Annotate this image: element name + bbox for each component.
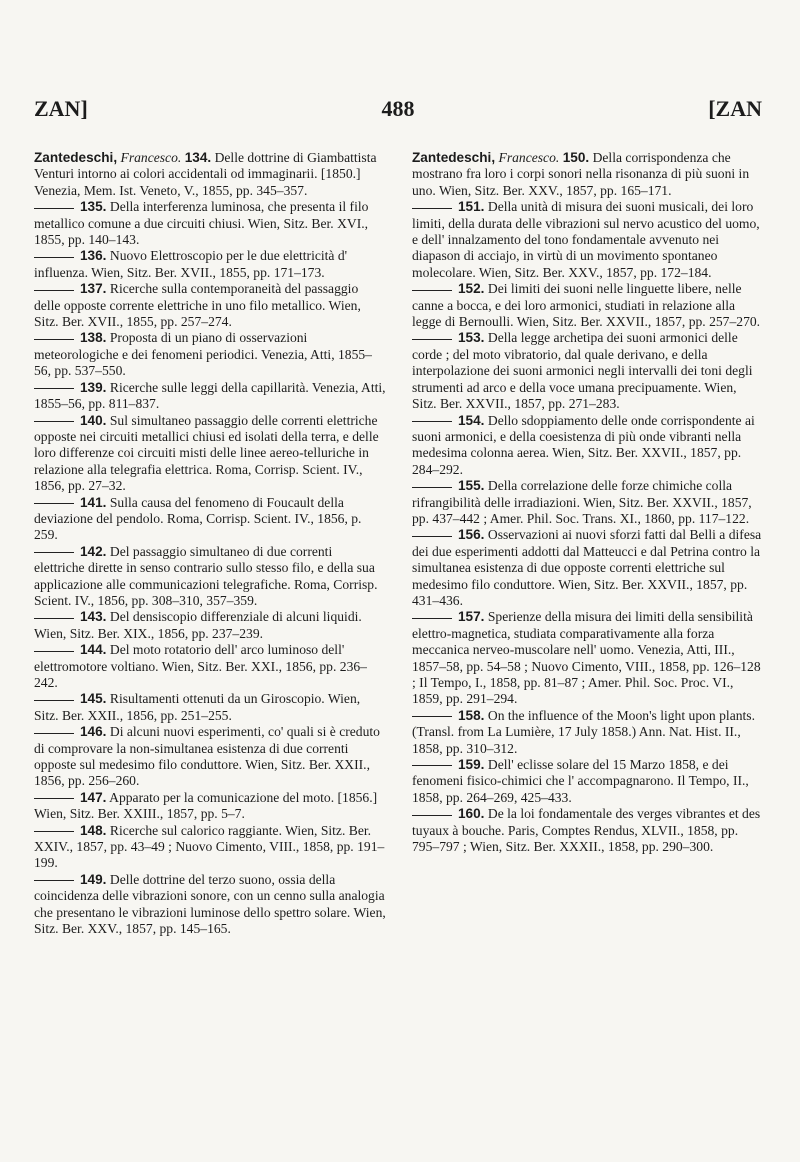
entry-text: De la loi fondamentale des verges vibrantes et des tuyaux à bouche. Paris, Comptes Rendus, XLVII., 1858, pp. 795–797 ; Wien, Sitz. Ber. XXXII., 1858, pp. 290–300. (412, 806, 761, 855)
ditto-dash (412, 765, 452, 766)
ditto-dash (412, 339, 452, 340)
bibliography-entry (34, 330, 386, 379)
entry-number: 160. (458, 806, 485, 822)
ditto-dash (412, 421, 452, 422)
entry-text: Delle dottrine di Giambattista Venturi intorno ai colori accidentali od immaginarii. [1850.] Venezia, Mem. Ist. Veneto, V., 1855, pp. 345–357. (34, 150, 377, 198)
bibliography-entry (34, 872, 386, 938)
ditto-dash (34, 503, 74, 504)
entry-text: On the influence of the Moon's light upon plants. (Transl. from La Lumière, 17 July 1858.) Ann. Nat. Hist. II., 1858, pp. 310–312. (412, 707, 755, 756)
author-name: Zantedeschi, (412, 150, 496, 165)
bibliography-entry (412, 478, 764, 527)
entry-text: Apparato per la comunicazione del moto. [1856.] Wien, Sitz. Ber. XXIII., 1857, pp. 5–7. (34, 789, 378, 822)
bibliography-entry (34, 495, 386, 544)
entry-text: Sulla causa del fenomeno di Foucault della deviazione del pendolo. Roma, Corrisp. Scient. IV., 1856, p. 259. (34, 494, 362, 543)
entry-number: 152. (458, 281, 485, 297)
header-left: ZAN] (34, 96, 88, 121)
bibliography-entry (34, 248, 386, 281)
entry-number: 159. (458, 757, 485, 773)
bibliography-entry (412, 757, 764, 806)
entry-number: 156. (458, 527, 485, 543)
bibliography-entry (412, 330, 764, 412)
entry-number: 155. (458, 478, 485, 494)
header-right: [ZAN (708, 96, 762, 121)
right-column (412, 150, 764, 855)
entry-text: Della unità di misura dei suoni musicali, dei loro limiti, della durata delle vibrazioni sul nervo acustico del uomo, e dell' innalzamento del tono fondamentale avvenuto nei diapason di acciajo, in virtù di un movimento spontaneo molecolare. Wien, Sitz. Ber. XXV., 1857, pp. 172–184. (412, 199, 760, 280)
entry-text: Ricerche sulle leggi della capillarità. Venezia, Atti, 1855–56, pp. 811–837. (34, 379, 386, 412)
bibliography-entry (412, 281, 764, 330)
entry-text: Sperienze della misura dei limiti della sensibilità elettro-magnetica, studiata comparativamente alla forza meccanica nerveo-muscolare nell' uomo. Venezia, Atti, III., 1857–58, pp. 54–58 ; Nuovo Cimento, VIII., 1858, pp. 126–128 ; Il Tempo, I., 1858, pp. 81–87 ; Amer. Phil. Soc. Proc. VI., 1859, pp. 291–294. (412, 609, 761, 707)
bibliography-entry (412, 527, 764, 609)
bibliography-entry (34, 150, 386, 199)
ditto-dash (34, 421, 74, 422)
entry-number: 144. (80, 642, 107, 658)
entry-number: 148. (80, 822, 107, 838)
entry-text: Della correlazione delle forze chimiche colla rifrangibilità delle irradiazioni. Wien, Sitz. Ber. XXVII., 1857, pp. 437–442 ; Amer. Phil. Soc. Trans. XI., 1860, pp. 117–122. (412, 478, 752, 526)
entry-number: 138. (80, 330, 107, 346)
ditto-dash (412, 618, 452, 619)
author-given-name: Francesco. (120, 150, 182, 165)
entry-text: Del densiscopio differenziale di alcuni liquidi. Wien, Sitz. Ber. XIX., 1856, pp. 237–239. (34, 609, 362, 641)
entry-number: 147. (80, 789, 107, 805)
bibliography-entry (34, 642, 386, 691)
entry-number: 150. (562, 150, 590, 165)
ditto-dash (34, 257, 74, 258)
entry-text: Dei limiti dei suoni nelle linguette libere, nelle canne a bocca, e dei loro armonici, studiati in relazione alla legge di Bernoulli. Wien, Sitz. Ber. XXVII., 1857, pp. 257–270. (412, 281, 761, 330)
bibliography-entry (412, 150, 764, 199)
ditto-dash (34, 618, 74, 619)
ditto-dash (34, 339, 74, 340)
bibliography-entry (34, 544, 386, 610)
ditto-dash (34, 388, 74, 389)
ditto-dash (34, 651, 74, 652)
bibliography-entry (34, 380, 386, 413)
ditto-dash (412, 208, 452, 209)
entry-text: Nuovo Elettroscopio per le due elettricità d' influenza. Wien, Sitz. Ber. XVII., 1855, pp. 171–173. (34, 248, 348, 280)
bibliography-entry (34, 691, 386, 724)
ditto-dash (412, 290, 452, 291)
ditto-dash (34, 552, 74, 553)
entry-number: 157. (458, 609, 485, 625)
ditto-dash (412, 815, 452, 816)
entry-text: Della corrispondenza che mostrano fra loro i corpi sonori nella risonanza di più suoni in uno. Wien, Sitz. Ber. XXV., 1857, pp. 165–171. (412, 150, 750, 198)
entry-text: Del moto rotatorio dell' arco luminoso dell' elettromotore voltiano. Wien, Sitz. Ber. XXI., 1856, pp. 236–242. (34, 642, 367, 690)
entry-number: 137. (80, 281, 107, 297)
entry-number: 140. (80, 412, 107, 428)
ditto-dash (412, 487, 452, 488)
entry-text: Di alcuni nuovi esperimenti, co' quali si è creduto di comprovare la non-simultanea esistenza di due correnti opposte sul medesimo filo conduttore. Wien, Sitz. Ber. XXII., 1856, pp. 256–260. (34, 724, 380, 789)
ditto-dash (412, 716, 452, 717)
left-column (34, 150, 386, 938)
bibliography-entry (34, 790, 386, 823)
ditto-dash (34, 733, 74, 734)
ditto-dash (34, 290, 74, 291)
entry-number: 154. (458, 412, 485, 428)
bibliography-entry (412, 708, 764, 757)
entry-number: 135. (80, 199, 107, 215)
bibliography-entry (412, 806, 764, 855)
entry-number: 146. (80, 724, 107, 740)
entry-number: 145. (80, 691, 107, 707)
entry-number: 136. (80, 248, 107, 264)
ditto-dash (34, 880, 74, 881)
entry-number: 149. (80, 871, 107, 887)
entry-text: Sul simultaneo passaggio delle correnti elettriche opposte nei circuiti metallici chiusi ed isolati della terra, e delle loro differenze coi circuiti misti delle linee aereo-telluriche in relazione alla telegrafia elettrica. Roma, Corrisp. Scient. IV., 1856, pp. 27–32. (34, 412, 379, 494)
bibliography-entry (34, 823, 386, 872)
bibliography-entry (412, 199, 764, 281)
entry-text: Delle dottrine del terzo suono, ossia della coincidenza delle vibrazioni sonore, con un cenno sulla analogia che presentano le vibrazioni luminose dello spettro solare. Wien, Sitz. Ber. XXV., 1857, pp. 145–165. (34, 871, 386, 937)
ditto-dash (34, 208, 74, 209)
entry-text: Della interferenza luminosa, che presenta il filo metallico comune a due circuiti chiusi. Wien, Sitz. Ber. XVI., 1855, pp. 140–143. (34, 199, 369, 248)
bibliography-entry (412, 413, 764, 479)
entry-number: 158. (458, 707, 485, 723)
entry-text: Della legge archetipa dei suoni armonici delle corde ; del moto vibratorio, dal quale derivano, e della interpolazione dei suoni armonici negli intervalli dei toni degli strumenti ad arco e della voce umana precipuamente. Wien, Sitz. Ber. XXVII., 1857, pp. 271–283. (412, 330, 753, 412)
ditto-dash (34, 700, 74, 701)
entry-text: Del passaggio simultaneo di due correnti elettriche dirette in senso contrario sullo stesso filo, e della sua applicazione alle communicazioni telegrafiche. Roma, Corrisp. Scient. IV., 1856, pp. 308–310, 357–359. (34, 543, 378, 608)
entry-number: 134. (184, 150, 212, 165)
bibliography-entry (34, 413, 386, 495)
entry-number: 143. (80, 609, 107, 625)
page-number: 488 (381, 96, 415, 121)
bibliography-entry (34, 609, 386, 642)
entry-text: Dello sdoppiamento delle onde corrispondente ai suoni armonici, e della coesistenza di più onde vibranti nella medesima colonna aerea. Wien, Sitz. Ber. XXVII., 1857, pp. 284–292. (412, 412, 755, 477)
entry-number: 141. (80, 494, 107, 510)
entry-number: 139. (80, 379, 107, 395)
entry-text: Osservazioni ai nuovi sforzi fatti dal Belli a difesa dei due esperimenti addotti dal Matteucci e dal Petrina contro la simultanea esistenza di due opposte correnti elettriche sul medesimo filo conduttore. Wien, Sitz. Ber. XXVII., 1857, pp. 431–436. (412, 527, 762, 608)
entry-text: Dell' eclisse solare del 15 Marzo 1858, e dei fenomeni fisico-chimici che l' accompagnarono. Il Tempo, II., 1858, pp. 264–269, 425–433. (412, 757, 749, 805)
bibliography-entry (34, 281, 386, 330)
ditto-dash (34, 831, 74, 832)
bibliography-entry (34, 724, 386, 790)
bibliography-entry (412, 609, 764, 707)
entry-number: 151. (458, 199, 485, 215)
entry-number: 142. (80, 543, 107, 559)
page-header (34, 96, 762, 124)
entry-text: Ricerche sul calorico raggiante. Wien, Sitz. Ber. XXIV., 1857, pp. 43–49 ; Nuovo Cimento, VIII., 1858, pp. 191–199. (34, 822, 385, 871)
ditto-dash (412, 536, 452, 537)
entry-text: Risultamenti ottenuti da un Giroscopio. Wien, Sitz. Ber. XXII., 1856, pp. 251–255. (34, 691, 361, 723)
entry-number: 153. (458, 330, 485, 346)
entry-text: Ricerche sulla contemporaneità del passaggio delle opposte corrente elettriche in uno filo metallico. Wien, Sitz. Ber. XVII., 1855, pp. 257–274. (34, 281, 361, 330)
bibliography-entry (34, 199, 386, 248)
ditto-dash (34, 798, 74, 799)
author-given-name: Francesco. (498, 150, 560, 165)
entry-text: Proposta di un piano di osservazioni meteorologiche e dei fenomeni periodici. Venezia, Atti, 1855–56, pp. 537–550. (34, 330, 372, 379)
author-name: Zantedeschi, (34, 150, 118, 165)
